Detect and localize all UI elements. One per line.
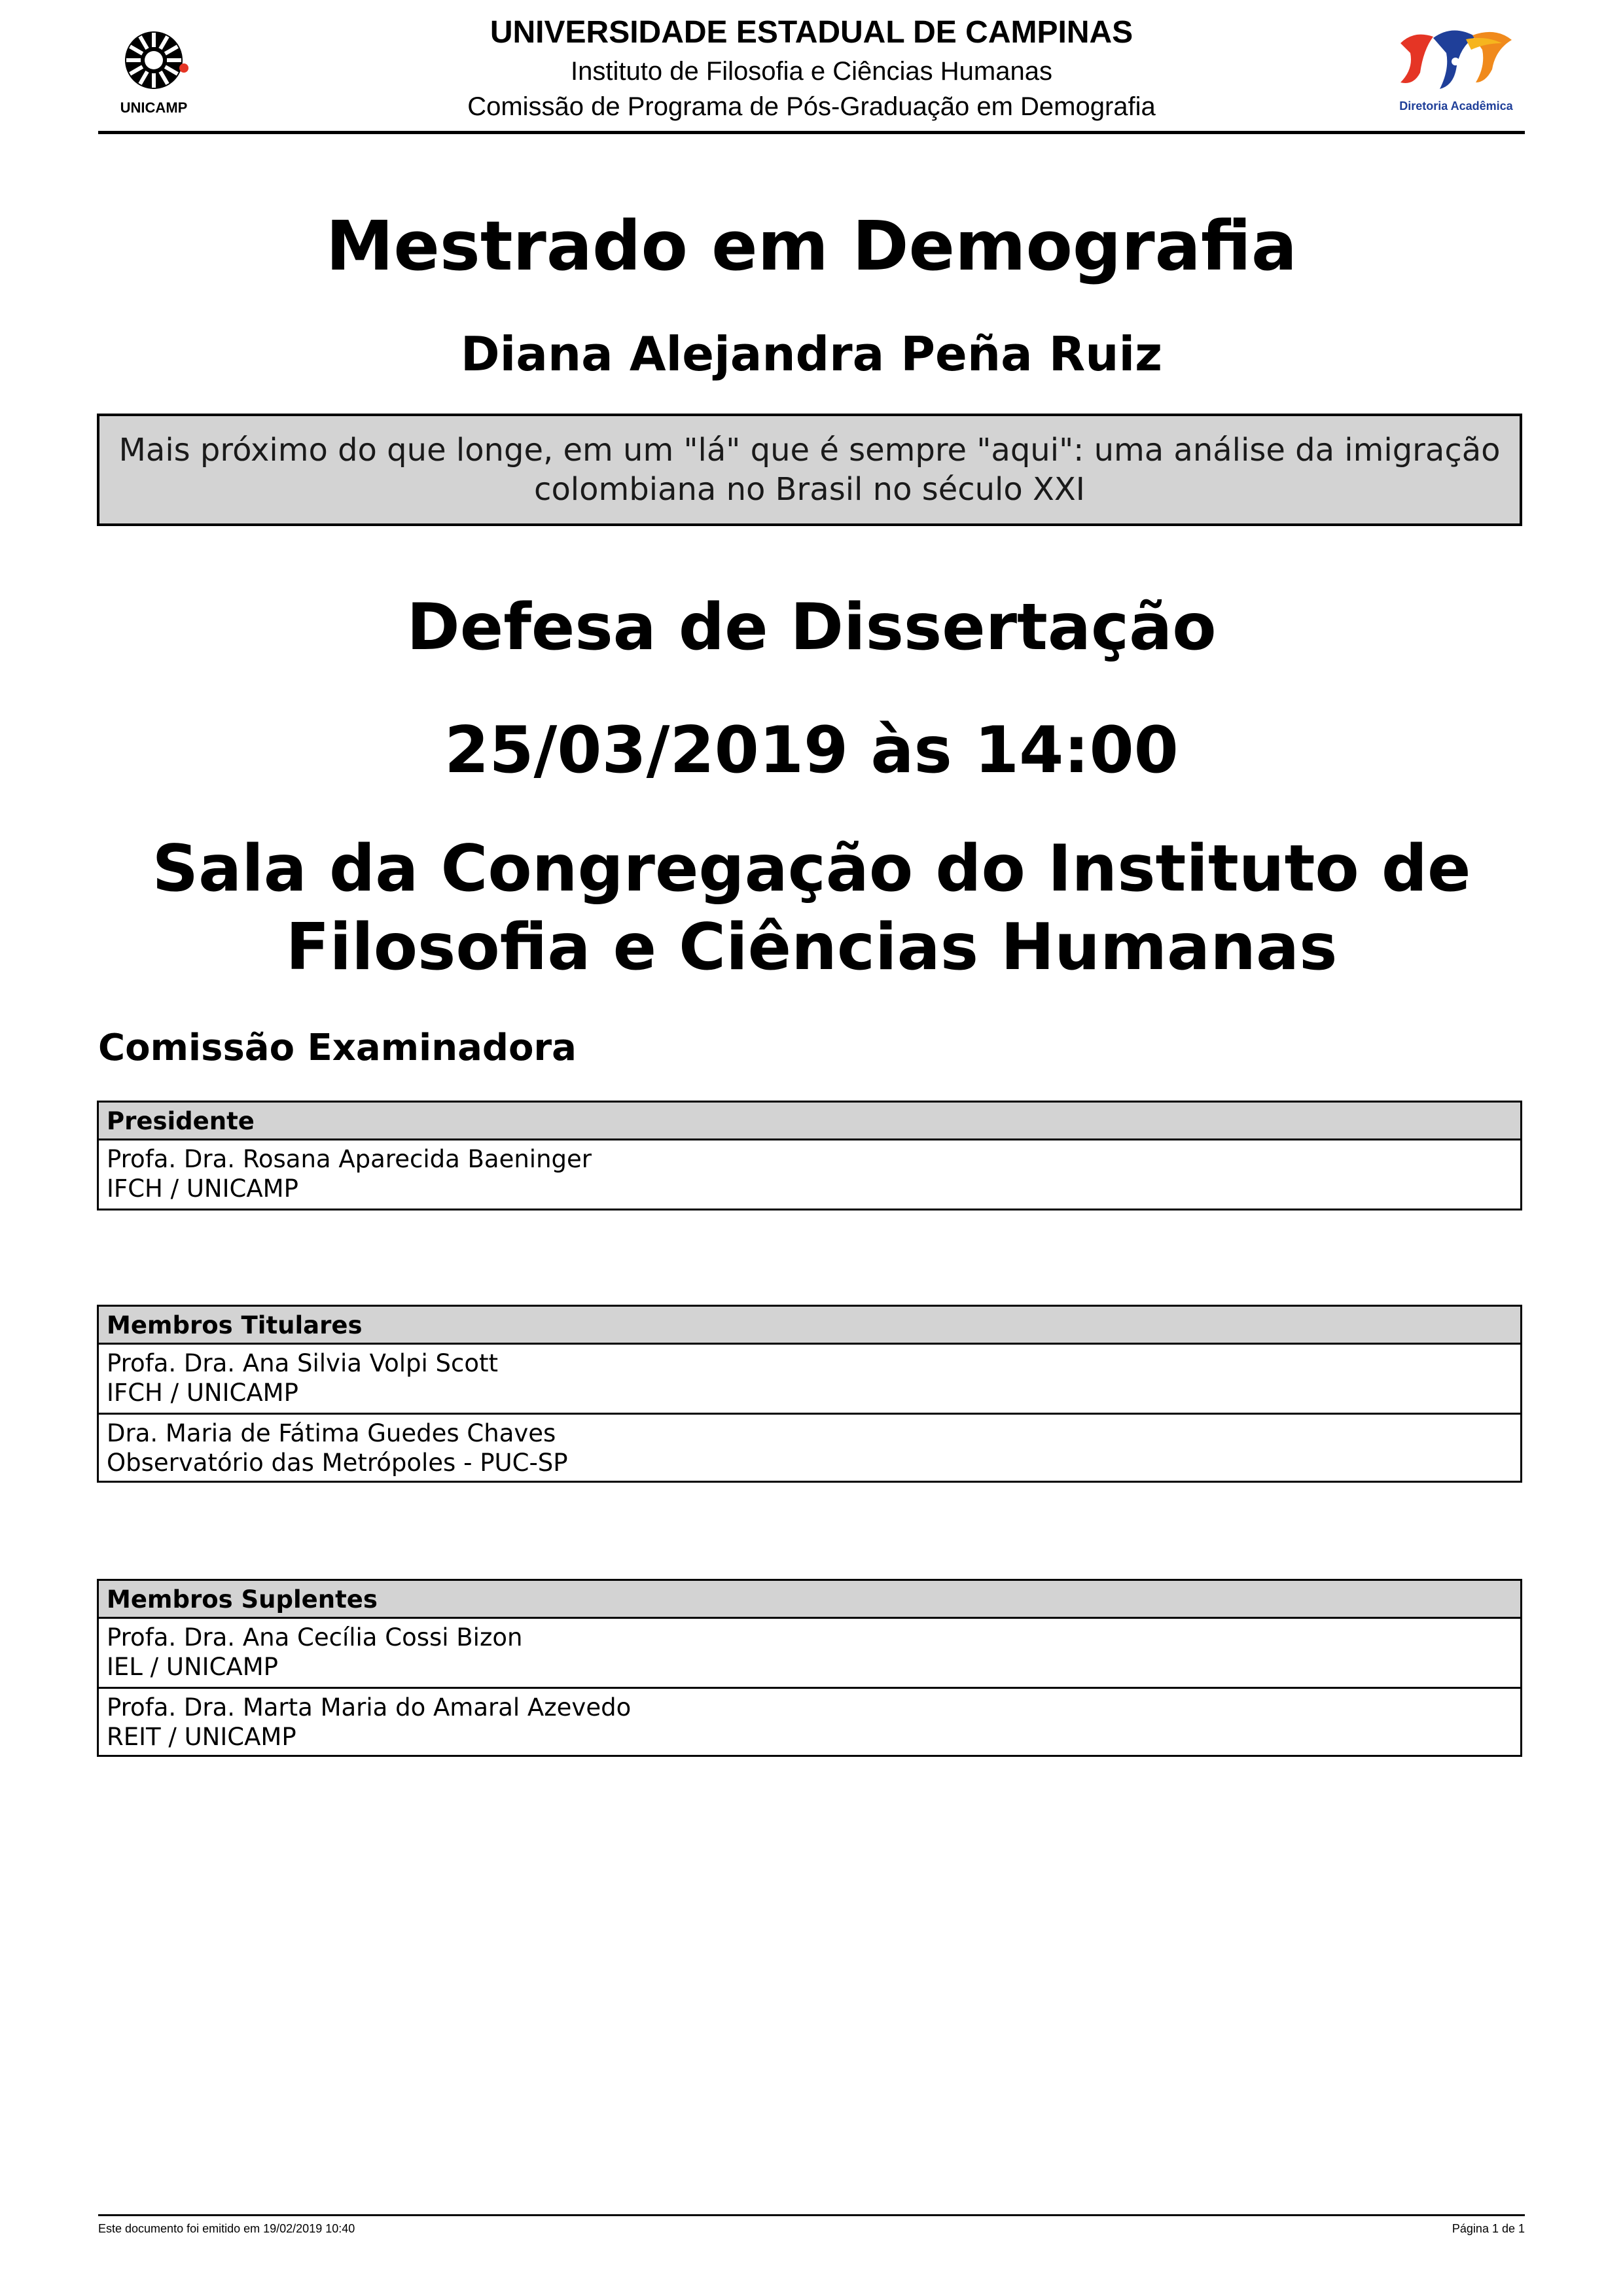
institute-name: Instituto de Filosofia e Ciências Humanas [571,57,1052,86]
full-members-table [97,1305,1522,1483]
table-row [99,1687,1520,1755]
unicamp-logo-text: UNICAMP [120,99,188,116]
location-line-2: Filosofia e Ciências Humanas [285,910,1338,985]
member-affiliation: IFCH / UNICAMP [107,1379,298,1407]
table-row [99,1345,1520,1413]
thesis-title-box [97,414,1522,526]
defense-datetime: 25/03/2019 às 14:00 [444,713,1179,788]
member-affiliation: IEL / UNICAMP [107,1653,278,1681]
president-table [97,1101,1522,1210]
table-header: Membros Suplentes [99,1581,1520,1619]
commission-name: Comissão de Programa de Pós-Graduação em Demografia [467,92,1156,121]
thesis-title-line-2: colombiana no Brasil no século XXI [534,471,1085,508]
defense-title: Defesa de Dissertação [406,590,1217,665]
substitute-members-table [97,1579,1522,1757]
header-divider [98,131,1525,134]
member-affiliation: IFCH / UNICAMP [107,1174,298,1203]
footer-divider [98,2214,1525,2216]
thesis-title-line-1: Mais próximo do que longe, em um "lá" que é sempre "aqui": uma análise da imigração [118,432,1501,468]
table-header: Presidente [99,1103,1520,1140]
member-affiliation: Observatório das Metrópoles - PUC-SP [107,1449,568,1477]
member-name: Profa. Dra. Marta Maria do Amaral Azevedo [107,1693,632,1722]
location-line-1: Sala da Congregação do Instituto de [152,832,1471,906]
member-name: Dra. Maria de Fátima Guedes Chaves [107,1419,556,1447]
university-name: UNIVERSIDADE ESTADUAL DE CAMPINAS [490,15,1133,50]
member-affiliation: REIT / UNICAMP [107,1723,296,1751]
page-number: Página 1 de 1 [1452,2222,1525,2235]
member-name: Profa. Dra. Ana Silvia Volpi Scott [107,1349,499,1377]
table-row [99,1140,1520,1209]
table-header: Membros Titulares [99,1307,1520,1345]
document-header [98,0,1525,135]
member-name: Profa. Dra. Rosana Aparecida Baeninger [107,1145,592,1173]
member-name: Profa. Dra. Ana Cecília Cossi Bizon [107,1623,523,1651]
issue-date: Este documento foi emitido em 19/02/2019 10:40 [98,2222,355,2235]
table-row [99,1619,1520,1687]
student-name: Diana Alejandra Peña Ruiz [460,327,1163,381]
table-row [99,1413,1520,1481]
program-title: Mestrado em Demografia [325,206,1298,286]
diretoria-logo-text: Diretoria Acadêmica [1399,99,1513,113]
committee-heading: Comissão Examinadora [98,1027,577,1069]
thesis-title [118,431,1500,509]
diretoria-academica-logo [1387,24,1525,122]
defense-location [98,830,1525,987]
